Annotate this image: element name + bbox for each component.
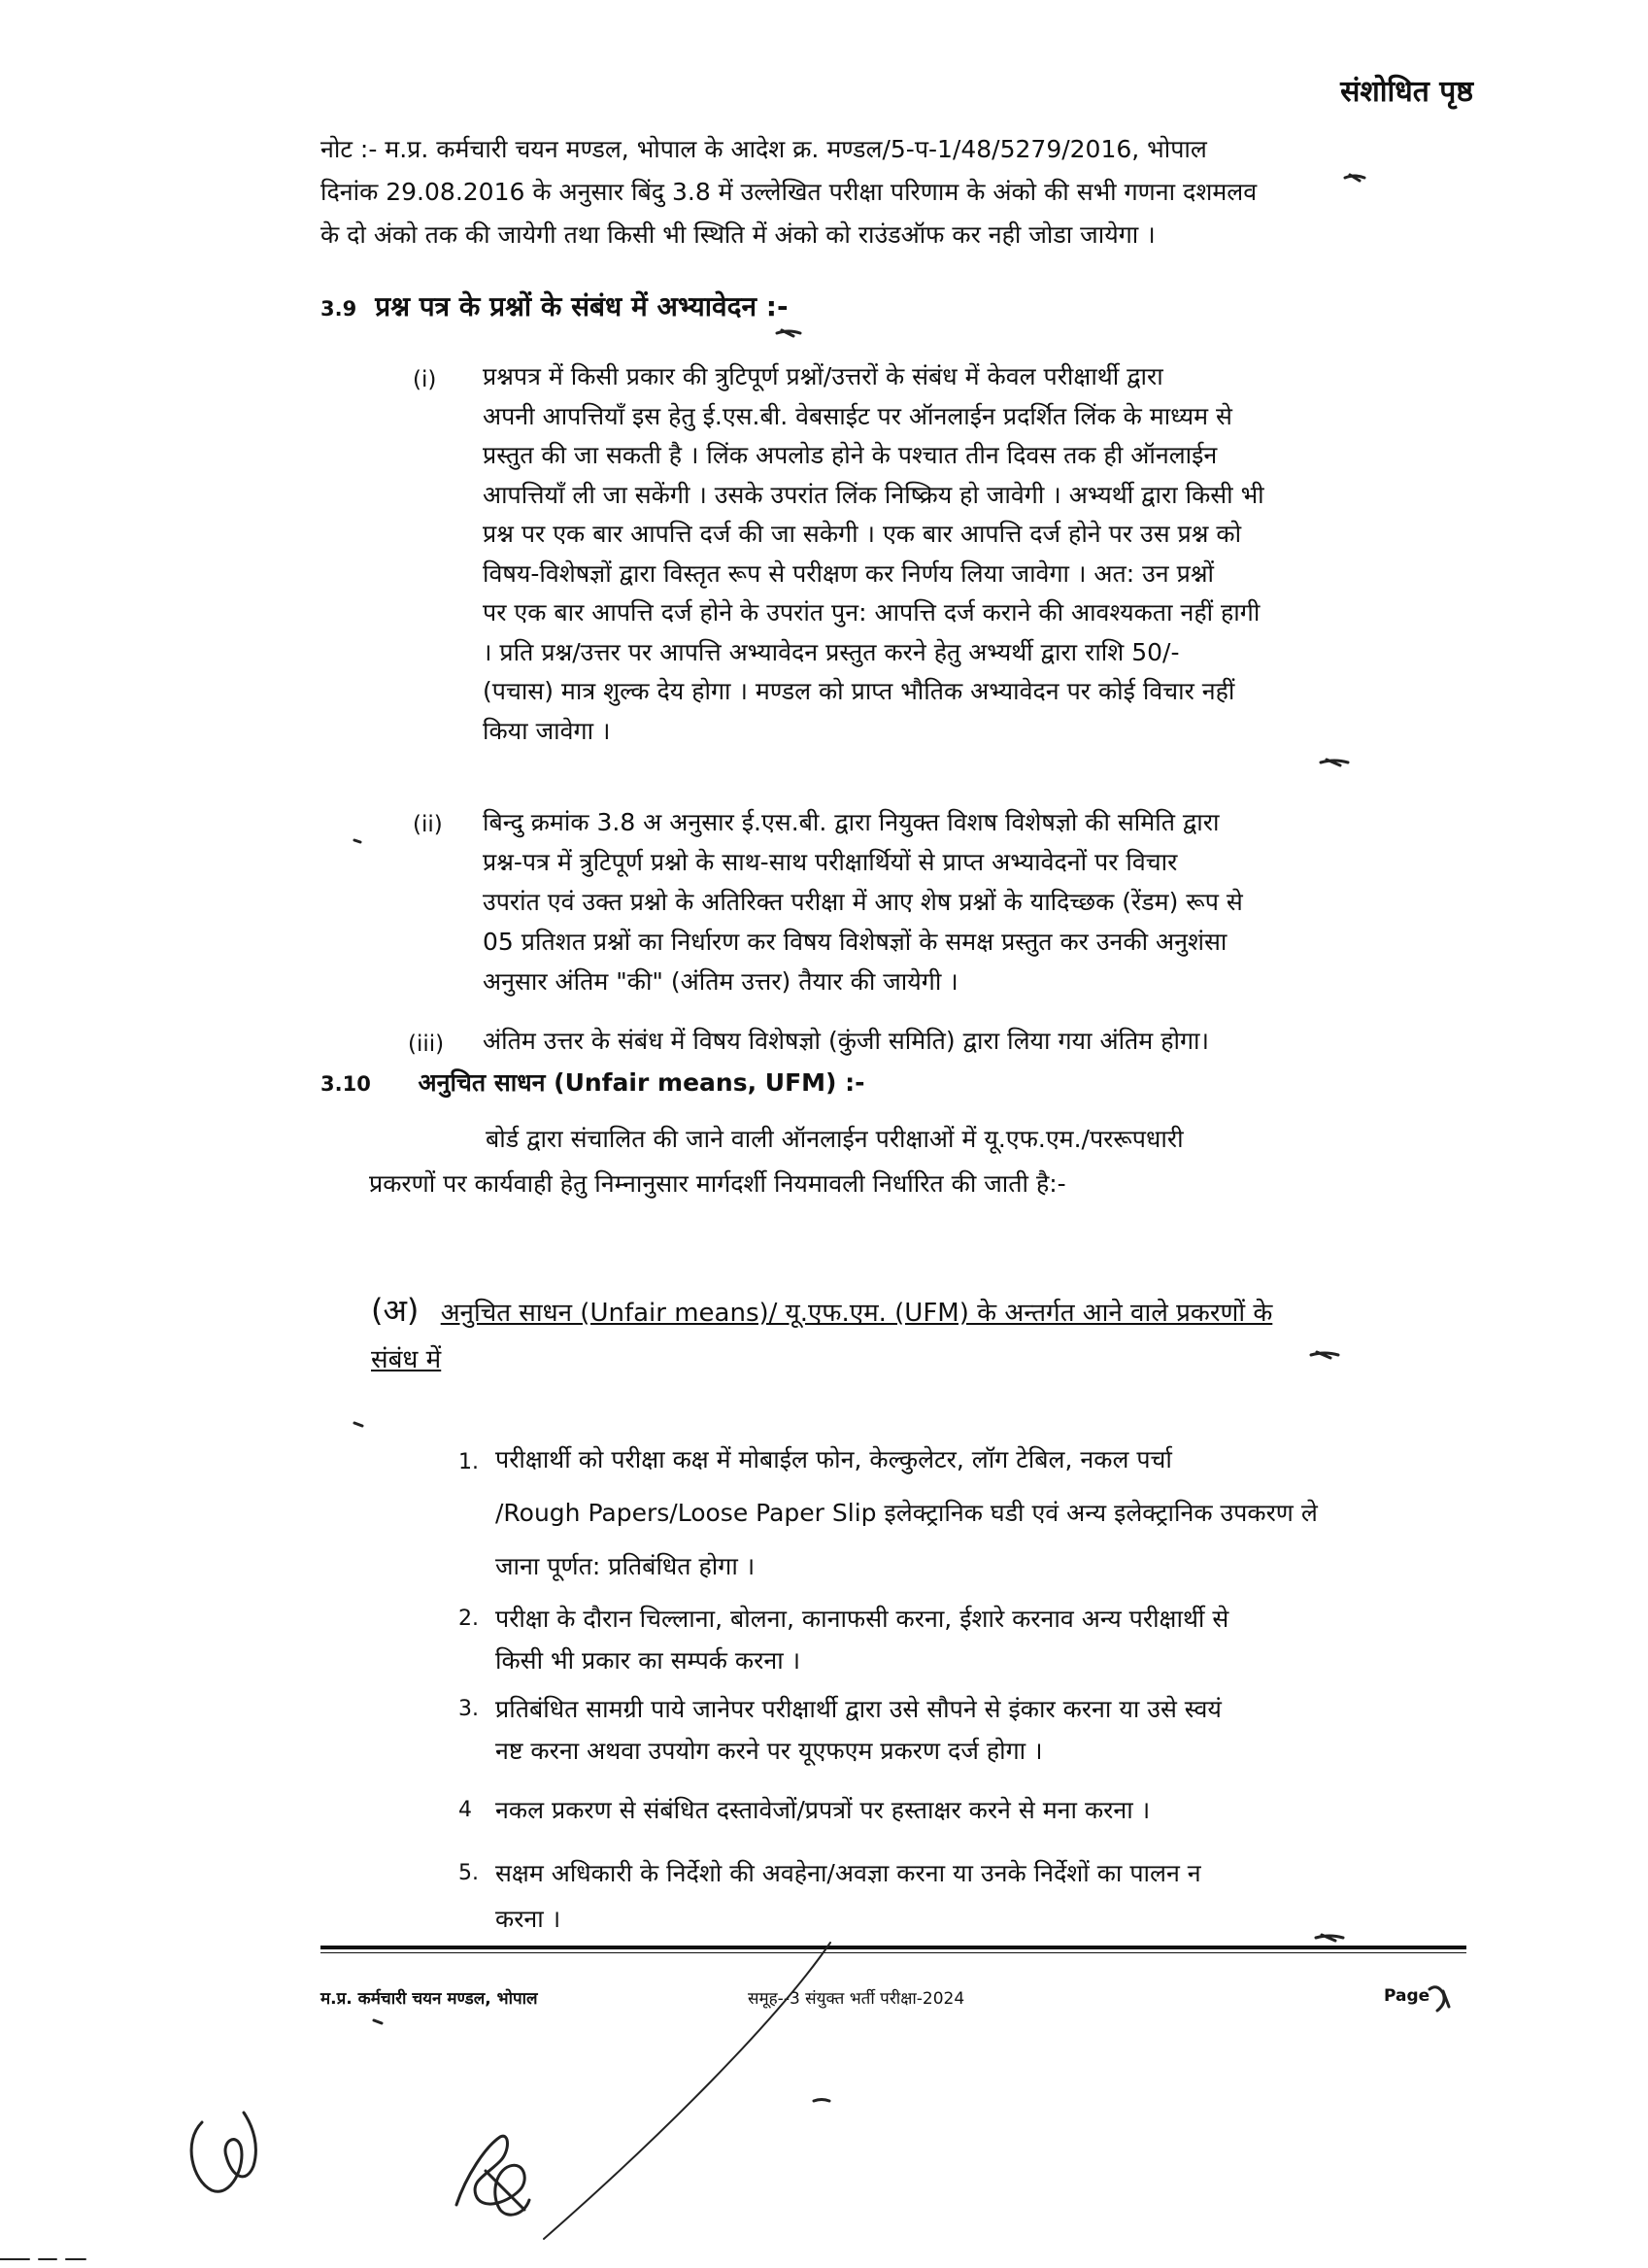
text-line: करना ।	[495, 1905, 561, 1933]
tick-mark	[354, 840, 360, 842]
footer-center: समूह--3 संयुक्त भर्ती परीक्षा-2024	[748, 1989, 965, 2009]
signature-left	[191, 2113, 255, 2191]
text-line: पर एक बार आपत्ति दर्ज होने के उपरांत पुन: आपत्ति दर्ज कराने की आवश्यकता नहीं हागी	[483, 598, 1261, 626]
page-number-scribble	[1429, 1987, 1449, 2011]
diagonal-stroke	[544, 1943, 830, 2239]
list-number: 4	[458, 1798, 472, 1822]
text-line: प्रस्तुत की जा सकती है । लिंक अपलोड होने के पश्चात तीन दिवस तक ही ऑनलाईन	[483, 441, 1218, 469]
text-line: बिन्दु क्रमांक 3.8 अ अनुसार ई.एस.बी. द्वारा नियुक्त विशष विशेषज्ञो की समिति द्वारा	[483, 808, 1220, 836]
text-line: प्रश्न पर एक बार आपत्ति दर्ज की जा सकेगी । एक बार आपत्ति दर्ज होने पर उस प्रश्न को	[483, 520, 1242, 548]
tick-mark	[354, 1423, 362, 1426]
tick-mark	[1345, 175, 1364, 181]
sub-heading-line: अनुचित साधन (Unfair means)/ यू.एफ.एम. (UFM) के अन्तर्गत आने वाले प्रकरणों के	[440, 1299, 1273, 1328]
text-line: अनुसार अंतिम "की" (अंतिम उत्तर) तैयार की जायेगी ।	[483, 967, 959, 996]
tick-mark	[777, 330, 800, 336]
tick-mark	[1311, 1352, 1338, 1358]
text-line: जाना पूर्णत: प्रतिबंधित होगा ।	[495, 1552, 756, 1580]
text-line: विषय-विशेषज्ञों द्वारा विस्तृत रूप से परीक्षण कर निर्णय लिया जावेगा । अत: उन प्रश्नों	[483, 559, 1214, 588]
note-line: नोट :- म.प्र. कर्मचारी चयन मण्डल, भोपाल के आदेश क्र. मण्डल/5-प-1/48/5279/2016, भोपाल	[320, 135, 1207, 163]
item-label-i: (i)	[413, 367, 437, 392]
text-line: उपरांत एवं उक्त प्रश्नो के अतिरिक्त परीक्षा में आए शेष प्रश्नों के यादिच्छक (रेंडम) रूप से	[483, 888, 1243, 916]
text-line: आपत्तियाँ ली जा सकेंगी । उसके उपरांत लिंक निष्क्रिय हो जावेगी । अभ्यर्थी द्वारा किसी भी	[483, 480, 1264, 509]
sub-heading-marker: (अ)	[371, 1292, 420, 1329]
text-line: परीक्षा के दौरान चिल्लाना, बोलना, कानाफसी करना, ईशारे करनाव अन्य परीक्षार्थी से	[495, 1605, 1229, 1633]
list-number: 1.	[458, 1450, 479, 1474]
text-line: नष्ट करना अथवा उपयोग करने पर यूएफएम प्रकरण दर्ज होगा ।	[495, 1737, 1043, 1765]
text-line: 05 प्रतिशत प्रश्नों का निर्धारण कर विषय विशेषज्ञों के समक्ष प्रस्तुत कर उनकी अनुशंसा	[483, 928, 1228, 956]
intro-line: बोर्ड द्वारा संचालित की जाने वाली ऑनलाईन परीक्षाओं में यू.एफ.एम./पररूपधारी	[486, 1125, 1184, 1153]
signature-center	[456, 2136, 529, 2215]
text-line: परीक्षार्थी को परीक्षा कक्ष में मोबाईल फोन, केल्कुलेटर, लॉग टेबिल, नकल पर्चा	[495, 1445, 1172, 1473]
text-line: अपनी आपत्तियाँ इस हेतु ई.एस.बी. वेबसाईट पर ऑनलाईन प्रदर्शित लिंक के माध्यम से	[483, 401, 1232, 430]
text-line: किया जावेगा ।	[483, 716, 611, 745]
text-line: किसी भी प्रकार का सम्पर्क करना ।	[495, 1646, 801, 1675]
note-line: के दो अंको तक की जायेगी तथा किसी भी स्थिति में अंको को राउंडऑफ कर नही जोडा जायेगा ।	[320, 220, 1156, 249]
text-line: सक्षम अधिकारी के निर्देशो की अवहेना/अवज्ञा करना या उनके निर्देशों का पालन न	[495, 1859, 1201, 1887]
text-line: (पचास) मात्र शुल्क देय होगा । मण्डल को प्राप्त भौतिक अभ्यावेदन पर कोई विचार नहीं	[483, 677, 1235, 705]
text-line: । प्रति प्रश्न/उत्तर पर आपत्ति अभ्यावेदन प्रस्तुत करने हेतु अभ्यर्थी द्वारा राशि 50/-	[483, 637, 1180, 666]
tick-mark	[814, 2100, 829, 2102]
text-line: अंतिम उत्तर के संबंध में विषय विशेषज्ञो (कुंजी समिति) द्वारा लिया गया अंतिम होगा।	[483, 1027, 1209, 1055]
section-title: अनुचित साधन (Unfair means, UFM) :-	[418, 1068, 865, 1097]
list-number: 5.	[458, 1861, 479, 1885]
text-line: प्रतिबंधित सामग्री पाये जानेपर परीक्षार्थी द्वारा उसे सौपने से इंकार करना या उसे स्वयं	[495, 1695, 1222, 1723]
list-number: 3.	[458, 1697, 479, 1721]
item-label-iii: (iii)	[408, 1032, 445, 1057]
intro-line: प्रकरणों पर कार्यवाही हेतु निम्नानुसार मार्गदर्शी नियमावली निर्धारित की जाती है:-	[369, 1169, 1066, 1198]
section-number: 3.10	[320, 1072, 371, 1096]
sub-heading-line: संबंध में	[371, 1345, 442, 1374]
note-line: दिनांक 29.08.2016 के अनुसार बिंदु 3.8 में उल्लेखित परीक्षा परिणाम के अंको की सभी गणना दशमलव	[320, 178, 1258, 206]
text-line: /Rough Papers/Loose Paper Slip इलेक्ट्रानिक घडी एवं अन्य इलेक्ट्रानिक उपकरण ले	[495, 1499, 1318, 1527]
text-line: प्रश्नपत्र में किसी प्रकार की त्रुटिपूर्ण प्रश्नों/उत्तरों के संबंध में केवल परीक्षार्थी द्वारा	[483, 362, 1163, 390]
list-number: 2.	[458, 1607, 479, 1631]
tick-mark	[1316, 1935, 1343, 1941]
section-title: प्रश्न पत्र के प्रश्नों के संबंध में अभ्यावेदन :-	[375, 290, 789, 322]
section-number: 3.9	[320, 297, 357, 321]
footer-left: म.प्र. कर्मचारी चयन मण्डल, भोपाल	[320, 1989, 538, 2009]
revised-page-label: संशोधित पृष्ठ	[1340, 75, 1473, 109]
item-label-ii: (ii)	[413, 812, 443, 837]
tick-mark	[1321, 760, 1348, 765]
text-line: प्रश्न-पत्र में त्रुटिपूर्ण प्रश्नो के साथ-साथ परीक्षार्थियों से प्राप्त अभ्यावेदनों पर विचार	[483, 848, 1178, 876]
page-label: Page	[1384, 1986, 1430, 2006]
text-line: नकल प्रकरण से संबंधित दस्तावेजों/प्रपत्रों पर हस्ताक्षर करने से मना करना ।	[495, 1796, 1151, 1824]
tick-mark	[374, 2020, 382, 2023]
